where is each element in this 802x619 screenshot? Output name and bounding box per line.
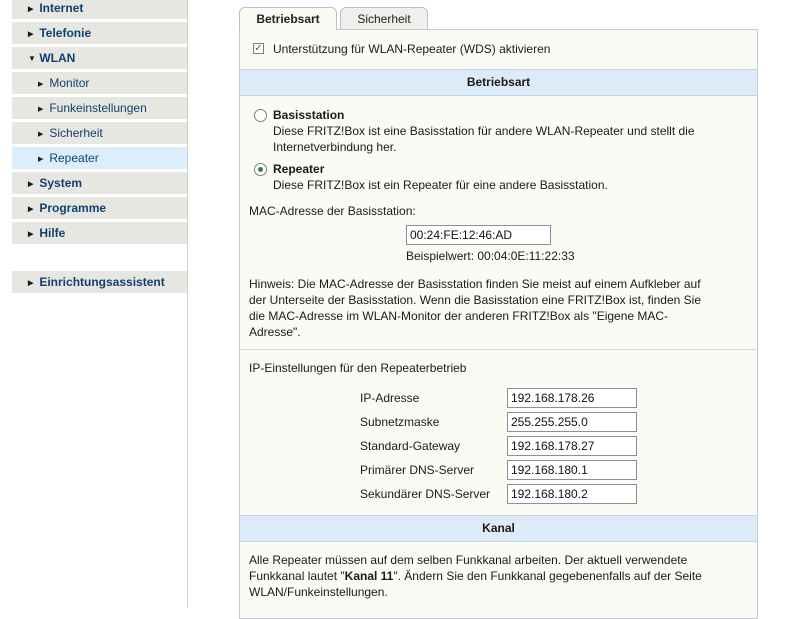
radio-selected-dot [258,167,263,172]
sidebar [12,0,188,608]
basisstation-radio[interactable] [254,109,267,122]
sidebar-item-label: WLAN [39,51,76,65]
repeater-radio[interactable] [254,163,267,176]
sidebar-item-telefonie[interactable] [12,22,187,44]
wds-checkbox[interactable] [253,43,264,54]
kanal-header: Kanal [240,515,757,542]
checkmark-icon: ✓ [254,43,263,54]
triangle-down-icon: ▼ [28,54,36,63]
sidebar-item-label: Monitor [49,76,90,90]
mac-example: Beispielwert: 00:04:0E:11:22:33 [406,249,575,263]
triangle-right-icon: ▶ [28,231,34,238]
default-gateway-input[interactable]: 192.168.178.27 [507,436,637,456]
ip-settings-title: IP-Einstellungen für den Repeaterbetrieb [249,361,467,375]
repeater-description: Diese FRITZ!Box ist ein Repeater für eine andere Basisstation. [273,178,608,192]
kanal-text-line1: Alle Repeater müssen auf dem selben Funkkanal arbeiten. Der aktuell verwendete [249,553,688,567]
primary-dns-label: Primärer DNS-Server [360,463,475,477]
hint-line4: Adresse". [249,325,301,339]
kanal-current-channel: Kanal 11 [344,569,394,583]
mac-label: MAC-Adresse der Basisstation: [249,204,416,218]
triangle-right-icon: ▶ [28,181,34,188]
kanal-text-line3: WLAN/Funkeinstellungen. [249,585,388,599]
sidebar-item-internet[interactable] [12,0,187,19]
triangle-right-icon: ▶ [38,81,44,88]
sidebar-item-label: Einrichtungsassistent [39,275,165,289]
sidebar-item-label: Programme [39,201,107,215]
sidebar-item-hilfe[interactable] [12,222,187,244]
triangle-right-icon: ▶ [28,280,34,287]
sidebar-item-repeater[interactable] [12,147,187,169]
basisstation-title: Basisstation [273,108,345,122]
divider [240,349,757,350]
kanal-text-pre: Funkkanal lautet " [249,569,345,583]
triangle-right-icon: ▶ [38,156,44,163]
sidebar-item-programme[interactable] [12,197,187,219]
tab-panel [239,29,758,619]
sidebar-item-label: Telefonie [39,26,92,40]
repeater-title: Repeater [273,162,325,176]
sidebar-item-label: Hilfe [39,226,66,240]
sidebar-item-wlan[interactable] [12,47,187,69]
tab-betriebsart[interactable]: Betriebsart [239,7,337,30]
hint-line1: Hinweis: Die MAC-Adresse der Basisstation finden Sie meist auf einem Aufkleber auf [249,277,701,291]
triangle-right-icon: ▶ [28,6,34,13]
left-gutter [0,0,12,608]
sidebar-item-monitor[interactable] [12,72,187,94]
ip-address-label: IP-Adresse [360,391,420,405]
mac-address-input[interactable]: 00:24:FE:12:46:AD [406,225,551,245]
triangle-right-icon: ▶ [28,206,34,213]
subnet-mask-input[interactable]: 255.255.255.0 [507,412,637,432]
sidebar-item-label: Internet [39,1,84,15]
basisstation-description-line1: Diese FRITZ!Box ist eine Basisstation für andere WLAN-Repeater und stellt die [273,124,695,138]
betriebsart-header: Betriebsart [240,69,757,96]
triangle-right-icon: ▶ [38,106,44,113]
triangle-right-icon: ▶ [38,131,44,138]
secondary-dns-label: Sekundärer DNS-Server [360,487,491,501]
sidebar-item-label: Repeater [49,151,99,165]
secondary-dns-input[interactable]: 192.168.180.2 [507,484,637,504]
wds-label: Unterstützung für WLAN-Repeater (WDS) aktivieren [273,42,551,56]
hint-line3: die MAC-Adresse im WLAN-Monitor der anderen FRITZ!Box als "Eigene MAC- [249,309,669,323]
primary-dns-input[interactable]: 192.168.180.1 [507,460,637,480]
sidebar-item-label: System [39,176,83,190]
triangle-right-icon: ▶ [28,31,34,38]
main-content [188,0,802,608]
kanal-text-post: ". Ändern Sie den Funkkanal gegebenenfalls auf der Seite [393,569,702,583]
sidebar-item-label: Sicherheit [49,126,103,140]
hint-line2: der Unterseite der Basisstation. Wenn die Basisstation eine FRITZ!Box ist, finden Sie [249,293,701,307]
basisstation-description-line2: Internetverbindung her. [273,140,397,154]
tab-sicherheit[interactable]: Sicherheit [340,7,428,29]
sidebar-item-funkeinstellungen[interactable] [12,97,187,119]
ip-address-input[interactable]: 192.168.178.26 [507,388,637,408]
subnet-mask-label: Subnetzmaske [360,415,440,429]
kanal-text-line2 [249,568,702,584]
sidebar-item-einrichtungsassistent[interactable] [12,271,187,293]
default-gateway-label: Standard-Gateway [360,439,461,453]
sidebar-item-label: Funkeinstellungen [49,101,147,115]
sidebar-item-system[interactable] [12,172,187,194]
sidebar-item-sicherheit[interactable] [12,122,187,144]
